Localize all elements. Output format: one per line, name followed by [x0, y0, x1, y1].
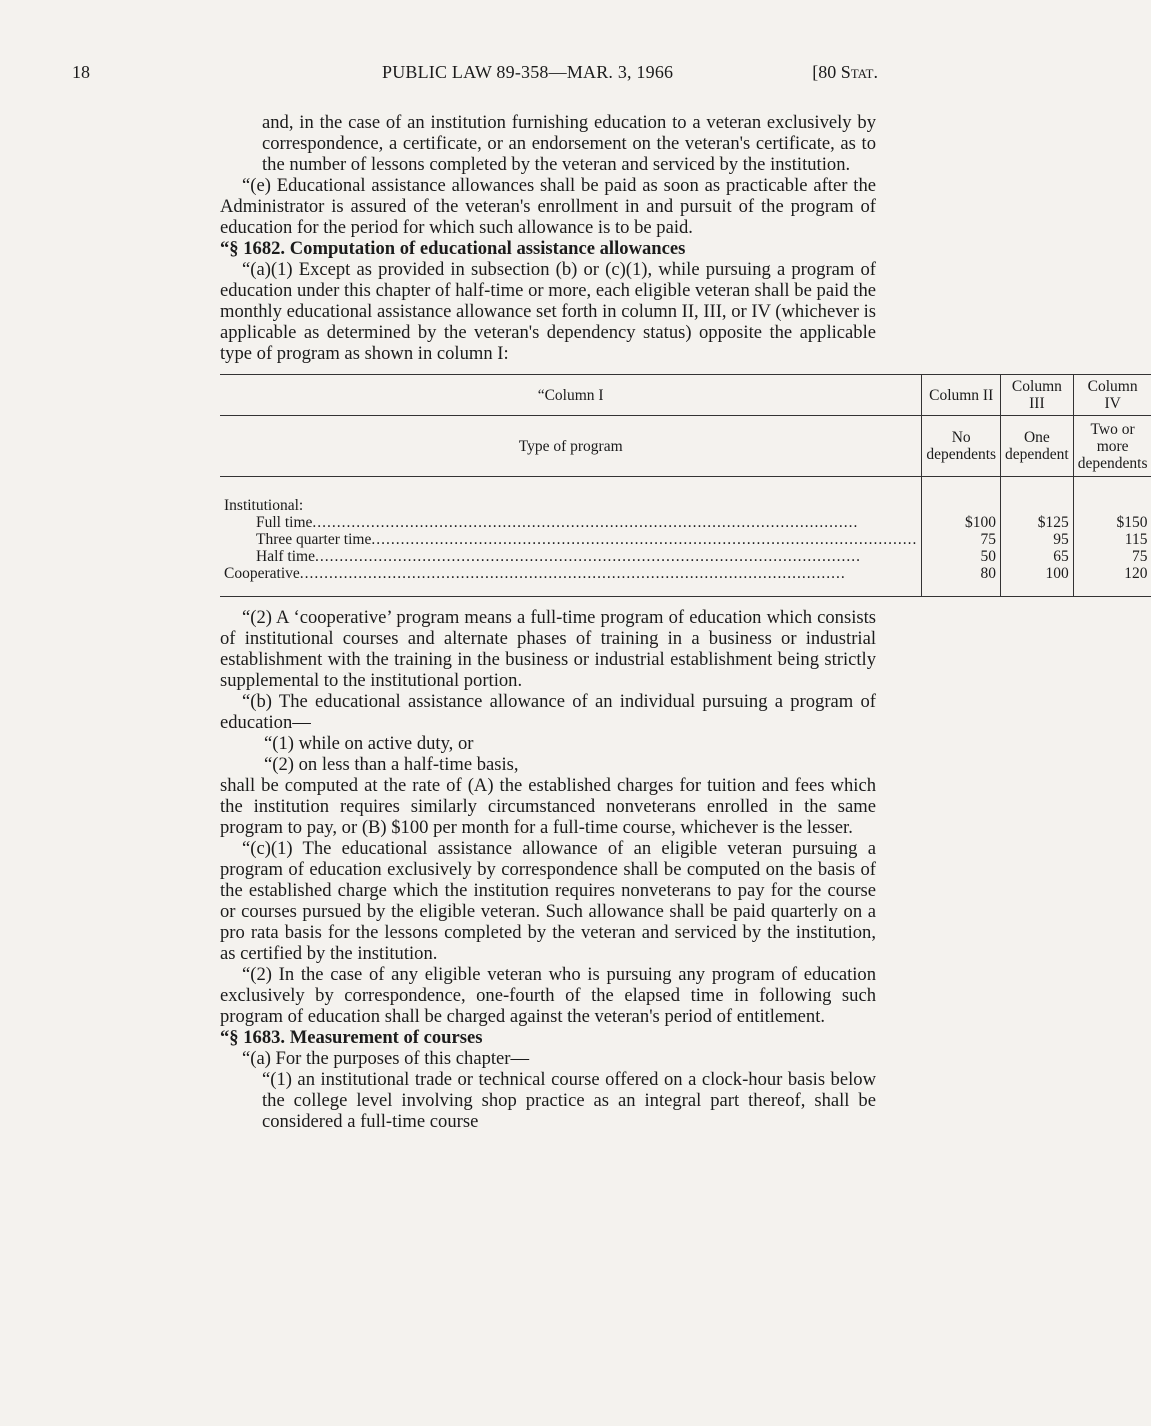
cell-value: 115 [1073, 531, 1151, 548]
page-header [72, 62, 878, 86]
paragraph-b1: “(1) while on active duty, or [264, 733, 474, 754]
paragraph-e: “(e) Educational assistance allowances shall be paid as soon as practicable after the Administrator is assured of the veteran's enrollment in and pursuit of the program of education for the period for which such allowance is to be paid. [220, 175, 876, 238]
cell-value: 75 [1073, 548, 1151, 565]
cell-value: $125 [1001, 514, 1074, 531]
statute-reference: [80 Stat. [812, 62, 878, 82]
cell-value: $100 [922, 514, 1001, 531]
section-1682-heading: “§ 1682. Computation of educational assistance allowances [220, 238, 686, 259]
group-label-institutional: Institutional: [224, 497, 304, 514]
table-row [220, 548, 1151, 565]
page-number: 18 [72, 62, 90, 82]
cell-value: 80 [922, 565, 1001, 582]
cell-value: 65 [1001, 548, 1074, 565]
paragraph-b-continuation: shall be computed at the rate of (A) the established charges for tuition and fees which the institution requires similarly circumstanced nonveterans enrolled in the same program to pay, or (B) $100 per month for a full-time course, whichever is the lesser. [220, 775, 876, 838]
table-subheader-row [220, 416, 1151, 477]
page-body [220, 112, 1148, 1132]
table-row [220, 565, 1151, 582]
allowance-table [220, 374, 1151, 597]
row-label: Cooperative [224, 565, 300, 582]
section-1683-heading: “§ 1683. Measurement of courses [220, 1027, 483, 1048]
row-label: Half time [256, 548, 315, 565]
paragraph-b2: “(2) on less than a half-time basis, [264, 754, 519, 775]
cell-value: 75 [922, 531, 1001, 548]
table-row [220, 514, 1151, 531]
table-row [220, 531, 1151, 548]
cell-value: $150 [1073, 514, 1151, 531]
table-group-row [220, 497, 1151, 514]
no-dependents-header: No dependents [922, 416, 1001, 477]
paragraph-1683-a1: “(1) an institutional trade or technical course offered on a clock-hour basis below the college level involving shop practice as an integral part thereof, shall be considered a full-time course [262, 1069, 876, 1132]
running-title: PUBLIC LAW 89-358—MAR. 3, 1966 [382, 62, 674, 82]
one-dependent-header: One dependent [1001, 416, 1074, 477]
paragraph-b: “(b) The educational assistance allowance of an individual pursuing a program of education— [220, 691, 876, 733]
column-iii-header: Column III [1001, 375, 1074, 416]
type-of-program-header: Type of program [220, 416, 922, 477]
paragraph-a2: “(2) A ‘cooperative’ program means a full-time program of education which consists of institutional courses and alternate phases of training in a business or industrial establishment with the training in the business or industrial establishment being strictly supplemental to the institutional portion. [220, 607, 876, 691]
table-column-header-row [220, 375, 1151, 416]
paragraph-1683-a: “(a) For the purposes of this chapter— [242, 1048, 530, 1069]
column-iv-header: Column IV [1073, 375, 1151, 416]
cell-value: 95 [1001, 531, 1074, 548]
column-ii-header: Column II [922, 375, 1001, 416]
cell-value: 50 [922, 548, 1001, 565]
row-label: Full time [256, 514, 313, 531]
paragraph-a1: “(a)(1) Except as provided in subsection (b) or (c)(1), while pursuing a program of education under this chapter of half-time or more, each eligible veteran shall be paid the monthly educational assistance allowance set forth in column II, III, or IV (whichever is applicable as determined by the veteran's dependency status) opposite the applicable type of program as shown in column I: [220, 259, 876, 364]
column-i-header: “Column I [220, 375, 922, 416]
cell-value: 120 [1073, 565, 1151, 582]
cell-value: 100 [1001, 565, 1074, 582]
two-or-more-dependents-header: Two or more dependents [1073, 416, 1151, 477]
paragraph-c2: “(2) In the case of any eligible veteran who is pursuing any program of education exclusively by correspondence, one-fourth of the elapsed time in following such program of education shall be charged against the veteran's period of entitlement. [220, 964, 876, 1027]
row-label: Three quarter time [256, 531, 372, 548]
paragraph-c1: “(c)(1) The educational assistance allowance of an eligible veteran pursuing a program of education exclusively by correspondence shall be computed on the basis of the established charge which the institution requires nonveterans to pay for the course or courses pursued by the eligible veteran. Such allowance shall be paid quarterly on a pro rata basis for the lessons completed by the veteran and serviced by the institution, as certified by the institution. [220, 838, 876, 964]
paragraph-continuation: and, in the case of an institution furnishing education to a veteran exclusively by correspondence, a certificate, or an endorsement on the veteran's certificate, as to the number of lessons completed by the veteran and serviced by the institution. [262, 112, 876, 175]
